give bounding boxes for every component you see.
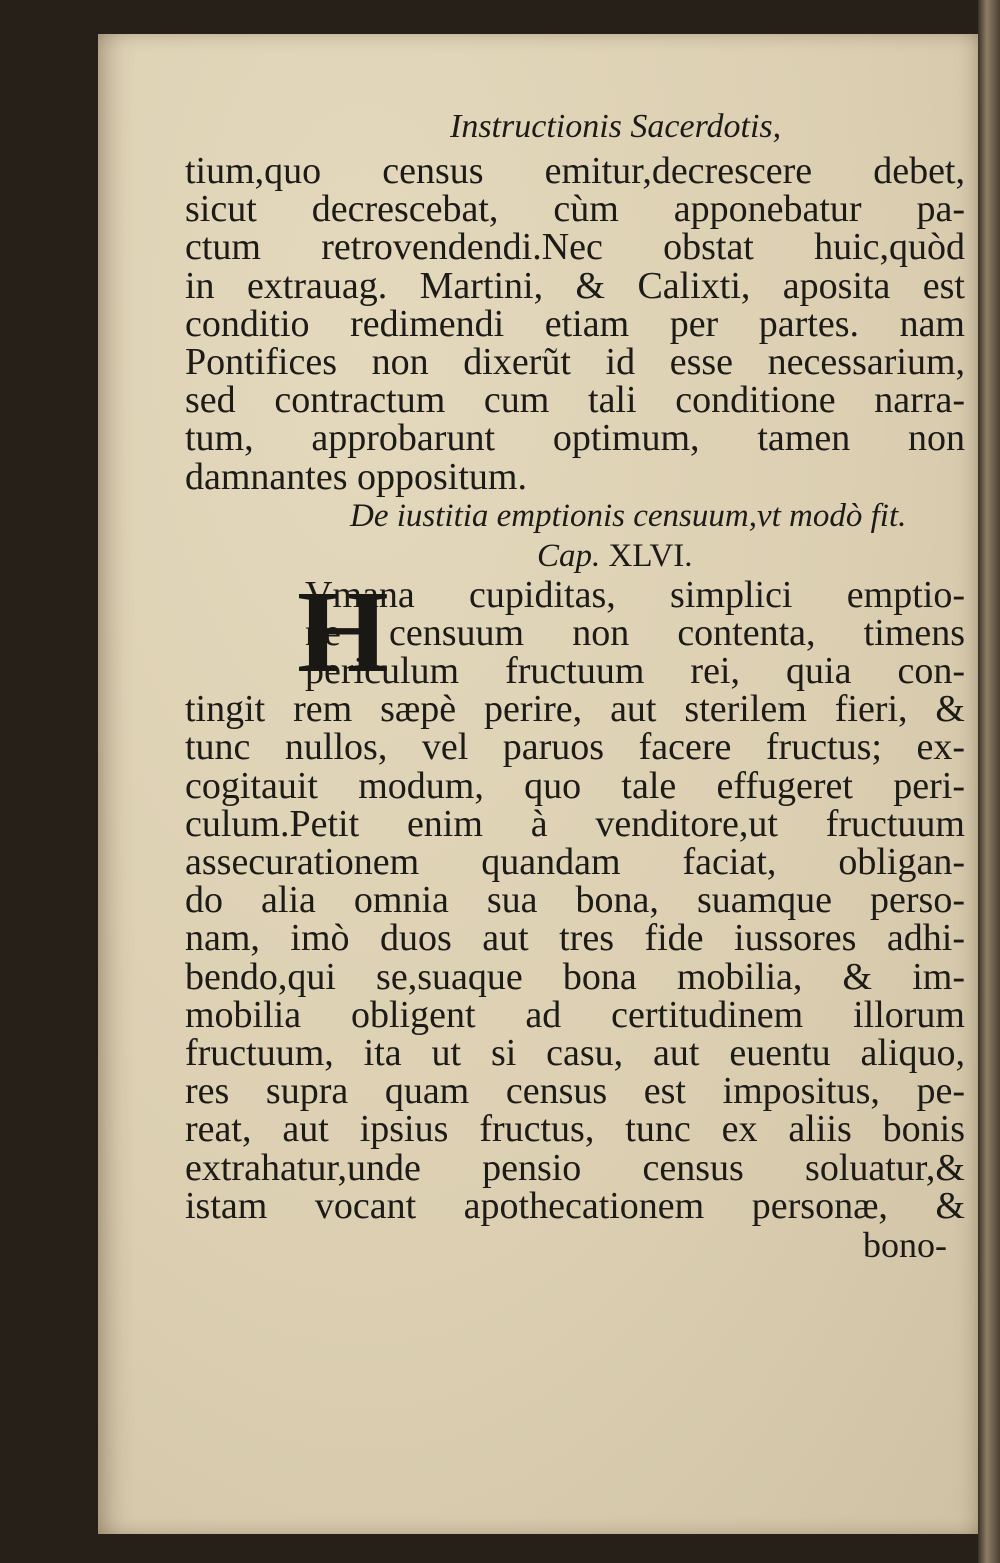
- text-line: sed contractum cum tali conditione narra-: [185, 379, 965, 422]
- text-line: culum.Petit enim à venditore,ut fructuum: [185, 802, 965, 845]
- text-line: cogitauit modum, quo tale effugeret peri-: [185, 764, 965, 807]
- text-line: res supra quam census est impositus, pe-: [185, 1070, 965, 1113]
- text-line: reat, aut ipsius fructus, tunc ex aliis bonis: [185, 1108, 965, 1151]
- text-line: fructuum, ita ut si casu, aut euentu aliquo,: [185, 1031, 965, 1074]
- text-line: tingit rem sæpè perire, aut sterilem fieri, &: [185, 688, 965, 731]
- book-spine-edge: [978, 0, 1000, 1563]
- text-line: in extrauag. Martini, & Calixti, aposita est: [185, 264, 965, 307]
- text-line: ctum retrovendendi.Nec obstat huic,quòd: [185, 226, 965, 269]
- page-text: [185, 106, 965, 1265]
- paragraph-2: [185, 565, 965, 1227]
- chapter-label: Cap.: [537, 537, 601, 574]
- text-line: nam, imò duos aut tres fide iussores adhi-: [185, 917, 965, 960]
- text-line: bendo,qui se,suaque bona mobilia, & im-: [185, 955, 965, 998]
- chapter-roman-numeral: XLVI.: [608, 537, 693, 574]
- text-line: sicut decrescebat, cùm apponebatur pa-: [185, 188, 965, 231]
- text-line: conditio redimendi etiam per partes. nam: [185, 302, 965, 345]
- paragraph-1: [185, 152, 965, 496]
- running-head: Instructionis Sacerdotis,: [450, 108, 782, 145]
- text-line: mobilia obligent ad certitudinem illorum: [185, 993, 965, 1036]
- text-line: Vmana cupiditas, simplici emptio-: [305, 573, 965, 616]
- text-line: extrahatur,unde pensio census soluatur,&: [185, 1146, 965, 1189]
- text-line: periculum fructuum rei, quia con-: [305, 650, 965, 693]
- text-line: Pontifices non dixerũt id esse necessarium,: [185, 340, 965, 383]
- text-line: ne censuum non contenta, timens: [305, 611, 965, 654]
- text-line: istam vocant apothecationem personæ, &: [185, 1184, 965, 1227]
- text-line: do alia omnia sua bona, suamque perso-: [185, 879, 965, 922]
- catchword: bono-: [863, 1224, 947, 1265]
- text-line: tium,quo census emitur,decrescere debet,: [185, 150, 965, 192]
- text-line: tum, approbarunt optimum, tamen non: [185, 417, 965, 460]
- chapter-heading: De iustitia emptionis censuum,vt modò fit.: [350, 497, 907, 534]
- text-line: assecurationem quandam faciat, obligan-: [185, 841, 965, 883]
- drop-cap-initial: H: [297, 565, 389, 697]
- text-line: damnantes oppositum.: [185, 455, 527, 498]
- text-line: tunc nullos, vel paruos facere fructus; ex-: [185, 726, 965, 769]
